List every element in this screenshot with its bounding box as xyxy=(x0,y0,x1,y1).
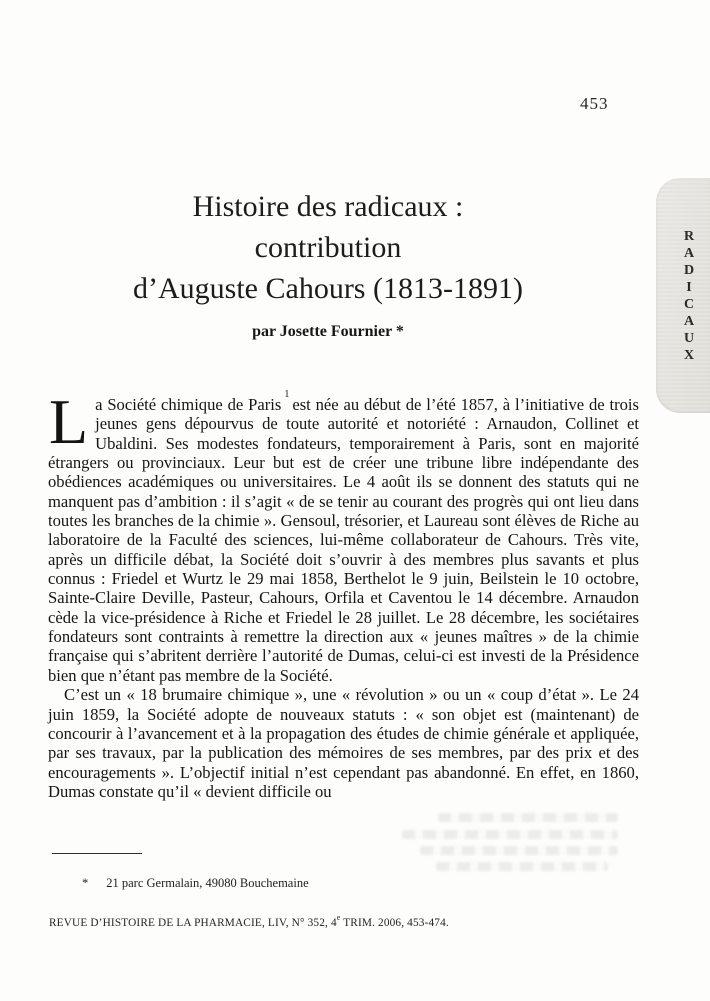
section-thumb-tab xyxy=(656,178,710,413)
article-title-line2: contribution xyxy=(254,231,402,264)
journal-citation xyxy=(49,913,449,929)
article-title-line3: d’Auguste Cahours (1813-1891) xyxy=(133,272,523,305)
tab-letter: R xyxy=(683,228,695,244)
journal-citation-text-a: REVUE D’HISTOIRE DE LA PHARMACIE, LIV, N° 352, 4 xyxy=(49,917,337,929)
tab-letter: C xyxy=(683,296,695,312)
page-number: 453 xyxy=(580,94,609,113)
footnote-marker: * xyxy=(82,876,89,890)
paragraph-1-text-a: a Société chimique de Paris xyxy=(95,395,282,414)
footnote-separator-rule xyxy=(52,853,142,854)
article-title-line1: Histoire des radicaux : xyxy=(192,190,464,223)
bleedthrough-line xyxy=(420,846,618,855)
footnote xyxy=(82,876,309,891)
paragraph-1 xyxy=(48,386,639,685)
journal-citation-text-b: TRIM. 2006, 453-474. xyxy=(340,917,449,929)
bleedthrough-line xyxy=(402,830,618,839)
footnote-text: 21 parc Germalain, 49080 Bouchemaine xyxy=(106,876,309,890)
tab-letter: A xyxy=(683,245,695,261)
tab-letter: I xyxy=(686,279,692,295)
paragraph-1-text-b: est née au début de l’été 1857, à l’initiative de trois jeunes gens dépourvus de toute autorité et notoriété : Arnaudon, Collinet et Ubaldini. Ses modestes fondateurs, temporairement à Paris, sont en majorité étrangers ou provinciaux. Leur but est de créer une tribune libre indépendante des obédiences académiques ou universitaires. Le 4 août ils se donnent des statuts qui ne manquent pas d’ambition : il s’agit « de se tenir au courant des progrès qui ont lieu dans toutes les branches de la chimie ». Gensoul, trésorier, et Laureau sont élèves de Riche au laboratoire de la Faculté des sciences, lui-même collaborateur de Cahours. Très vite, après un difficile débat, la Société doit s’ouvrir à des membres plus savants et plus connus : Friedel et Wurtz le 29 mai 1858, Berthelot le 9 juin, Beilstein le 10 octobre, Sainte-Claire Deville, Pasteur, Cahours, Orfila et Caventou le 14 décembre. Arnaudon cède la vice-présidence à Riche et Friedel le 28 juillet. Le 28 décembre, les sociétaires fondateurs sont contraints à remettre la direction aux « jeunes maîtres » de la chimie française qui s’abritent derrière l’autorité de Dumas, celui-ci est investi de la Présidence bien que n’étant pas membre de la Société. xyxy=(48,395,639,685)
tab-letter: X xyxy=(683,347,695,363)
tab-letter: D xyxy=(683,262,695,278)
tab-letter: A xyxy=(683,313,695,329)
bleedthrough-line xyxy=(438,813,618,822)
byline: par Josette Fournier * xyxy=(252,323,404,340)
footnote-reference-1: 1 xyxy=(284,389,290,401)
paragraph-2: C’est un « 18 brumaire chimique », une « révolution » ou un « coup d’état ». Le 24 juin 1859, la Société adopte de nouveaux statuts : « son objet est (maintenant) de concourir à l’avancement et à la propagation des études de chimie générale et appliquée, par ses travaux, par la publication des mémoires de ses membres, par des prix et des encouragements ». L’objectif initial n’est cependant pas abandonné. En effet, en 1860, Dumas constate qu’il « devient difficile ou xyxy=(48,685,639,801)
journal-citation-superscript: e xyxy=(336,913,341,923)
article-title xyxy=(48,186,608,309)
dropcap-letter: L xyxy=(49,386,89,457)
tab-letter: U xyxy=(683,330,695,346)
article-body xyxy=(48,386,639,801)
bleedthrough-line xyxy=(436,862,608,871)
